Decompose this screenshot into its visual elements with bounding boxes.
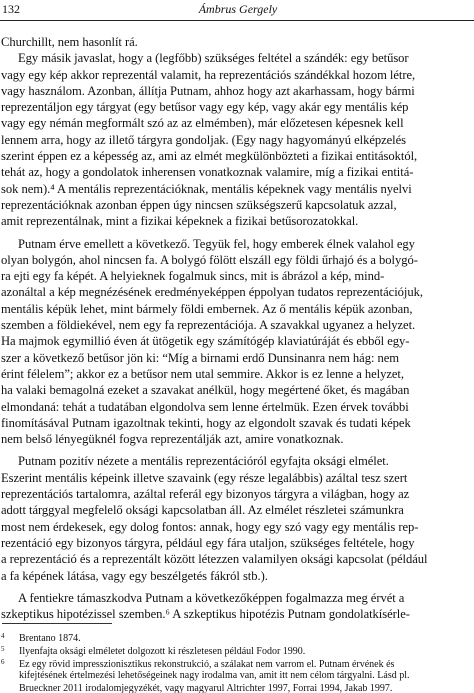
text-line: vagy használom. Azonban, állítja Putnam, ahhoz hogy azt akarhassam, hogy bármi	[1, 83, 415, 98]
text-line: Putnam érve emellett a következő. Tegyük fel, hogy emberek élnek valahol egy	[18, 236, 415, 251]
footnote-text: Brentano 1874.	[19, 633, 81, 644]
footnote-line	[1, 669, 474, 682]
text-line: nem belső lényegüknél fogva reprezentálják azt, amire vonatkoznak.	[1, 432, 344, 447]
text-line: olyan bolygón, ahol nincsen fa. A bolygó fölött elszáll egy földi űrhajó és a bolygó-	[1, 252, 418, 267]
footnote-line	[1, 643, 474, 656]
text-line: Churchillt, nem hasonlít rá.	[1, 35, 138, 49]
text-line: Ha majmok egymillió éven át ütögetik egy számítógép klaviatúráját és ebből egy-	[1, 334, 410, 349]
footnotes	[1, 630, 474, 693]
text-line: rezentáció egy bizonyos tárgyra, például egy fára utaljon, szükséges feltétele, hogy	[1, 535, 415, 550]
text-line: finomításával Putnam igazoltnak tekinti, hogy az elgondolt szavak és tudati képek	[1, 415, 411, 430]
body-text	[1, 34, 474, 622]
footnote-line	[1, 630, 474, 643]
footnote-text: Ez egy rövid impresszionisztikus rekonstrukció, a szálakat nem varrom el. Putnam érvének és	[19, 659, 395, 670]
text-line: szer a következő betűsor jön ki: “Míg a birnami erdő Dunsinanra nem hág: nem	[1, 350, 400, 365]
text-line: Eszerint mentális képeink illetve szavaink (egy része legalábbis) azáltal tesz szert	[1, 470, 408, 485]
text-line: mentális képük lehet, mint bármely földi embernek. Az ő mentális képük azonban,	[1, 301, 413, 316]
footnote-rule	[2, 623, 112, 624]
text-line: tehát az, hogy a gondolatok inherensen vonatkoznak valamire, míg a fizikai entitá-	[1, 165, 414, 180]
text-line: ha valaki bemagolná ezeket a szavakat anélkül, hogy megértené őket, és magában	[1, 383, 410, 398]
footnote-number: 4	[1, 632, 5, 640]
running-head: Ámbrus Gergely	[198, 2, 278, 16]
text-line: adott tárggyal megfelelő oksági kapcsolatban áll. Az elmélet részletei számunkra	[1, 503, 404, 518]
text-line: ra ejti egy fa képét. A helyieknek fogalmuk sincs, mit is ábrázol a kép, mind-	[1, 269, 385, 284]
page-header	[2, 2, 474, 16]
text-line: szemben a földiekével, nem egy fa reprezentációja. A szavakkal ugyanez a helyzet.	[1, 318, 416, 333]
text-line: azonáltal a kép megnézésének eredményeképpen éppolyan tudatos reprezentációjuk,	[1, 285, 423, 300]
text-line: szerint éppen ez a képesség az, ami az elmét megkülönbözteti a fizikai entitásoktól,	[1, 149, 418, 164]
text-line: A fentiekre támaszkodva Putnam a következőképpen fogalmazza meg érvét a	[18, 590, 405, 605]
footnote-number: 5	[1, 645, 5, 653]
text-line: érint félelem”; akkor ez a betűsor nem utal semmire. Akkor is ez lenne a helyzet,	[1, 366, 404, 381]
text-line: lennem arra, hogy az illető tárgyra gondoljak. (Egy nagy hagyományú elképzelés	[1, 132, 407, 147]
text-line: elmondaná: tehát a tudatában elgondolva sem lenne értelmük. Ezen érvek további	[1, 399, 409, 414]
text-line: vagy egy némán megformált szó az az elmémben), már előzetesen képesnek kell	[1, 116, 404, 131]
text-line: a reprezentáció és a reprezentált között létezzen valamilyen oksági kapcsolat (például	[1, 552, 428, 567]
text-line: a fa képének látása, vagy egy beszélgetés fákról stb.).	[1, 568, 268, 583]
footnote-number: 6	[1, 658, 5, 666]
text-line: sok nem).⁴ A mentális reprezentációknak, mentális képeknek vagy mentális nyelvi	[1, 181, 412, 196]
footnote-text: Brueckner 2011 irodalomjegyzékét, vagy magyarul Altrichter 1997, Forrai 1994, Jakab 1997.	[19, 683, 393, 693]
text-line: reprezentáljon egy tárgyat (egy betűsor vagy egy kép, vagy akár egy mentális kép	[1, 100, 409, 115]
footnote-line	[1, 682, 474, 693]
footnote-text: kifejtésének értelmezési lehetőségeinek nagy irodalma van, amit itt nem célom tárgyalni. Lásd pl.	[19, 670, 410, 681]
page-number: 132	[2, 2, 20, 16]
text-line: szkeptikus hipotézissel szemben.⁶ A szkeptikus hipotézis Putnam gondolatkísérle-	[1, 607, 410, 622]
text-line: reprezentációs tartalomra, azáltal referál egy bizonyos tárgyra a világban, hogy az	[1, 487, 410, 502]
text-line: Egy másik javaslat, hogy a (legfőbb) szükséges feltétel a szándék: egy betűsor	[18, 51, 409, 66]
text-line: reprezentációknak azonban éppen úgy nincsen szükségszerű kapcsolatuk azzal,	[1, 197, 397, 212]
footnote-line	[1, 656, 474, 669]
text-line: Putnam pozitív nézete a mentális reprezentációról egyfajta oksági elmélet.	[18, 454, 389, 469]
text-line: most nem érdekesek, egy dolog fontos: annak, hogy egy szó vagy egy mentális rep-	[1, 519, 419, 534]
footnote-text: Ilyenfajta oksági elméletet dolgozott ki részletesen például Fodor 1990.	[19, 646, 306, 657]
text-line: vagy egy kép akkor reprezentál valamit, ha reprezentációs szándékkal hozom létre,	[1, 67, 416, 82]
text-line: amit reprezentálnak, mint a fizikai képeknek a fizikai betűsorozatokkal.	[1, 214, 359, 229]
header-rule	[0, 20, 474, 21]
